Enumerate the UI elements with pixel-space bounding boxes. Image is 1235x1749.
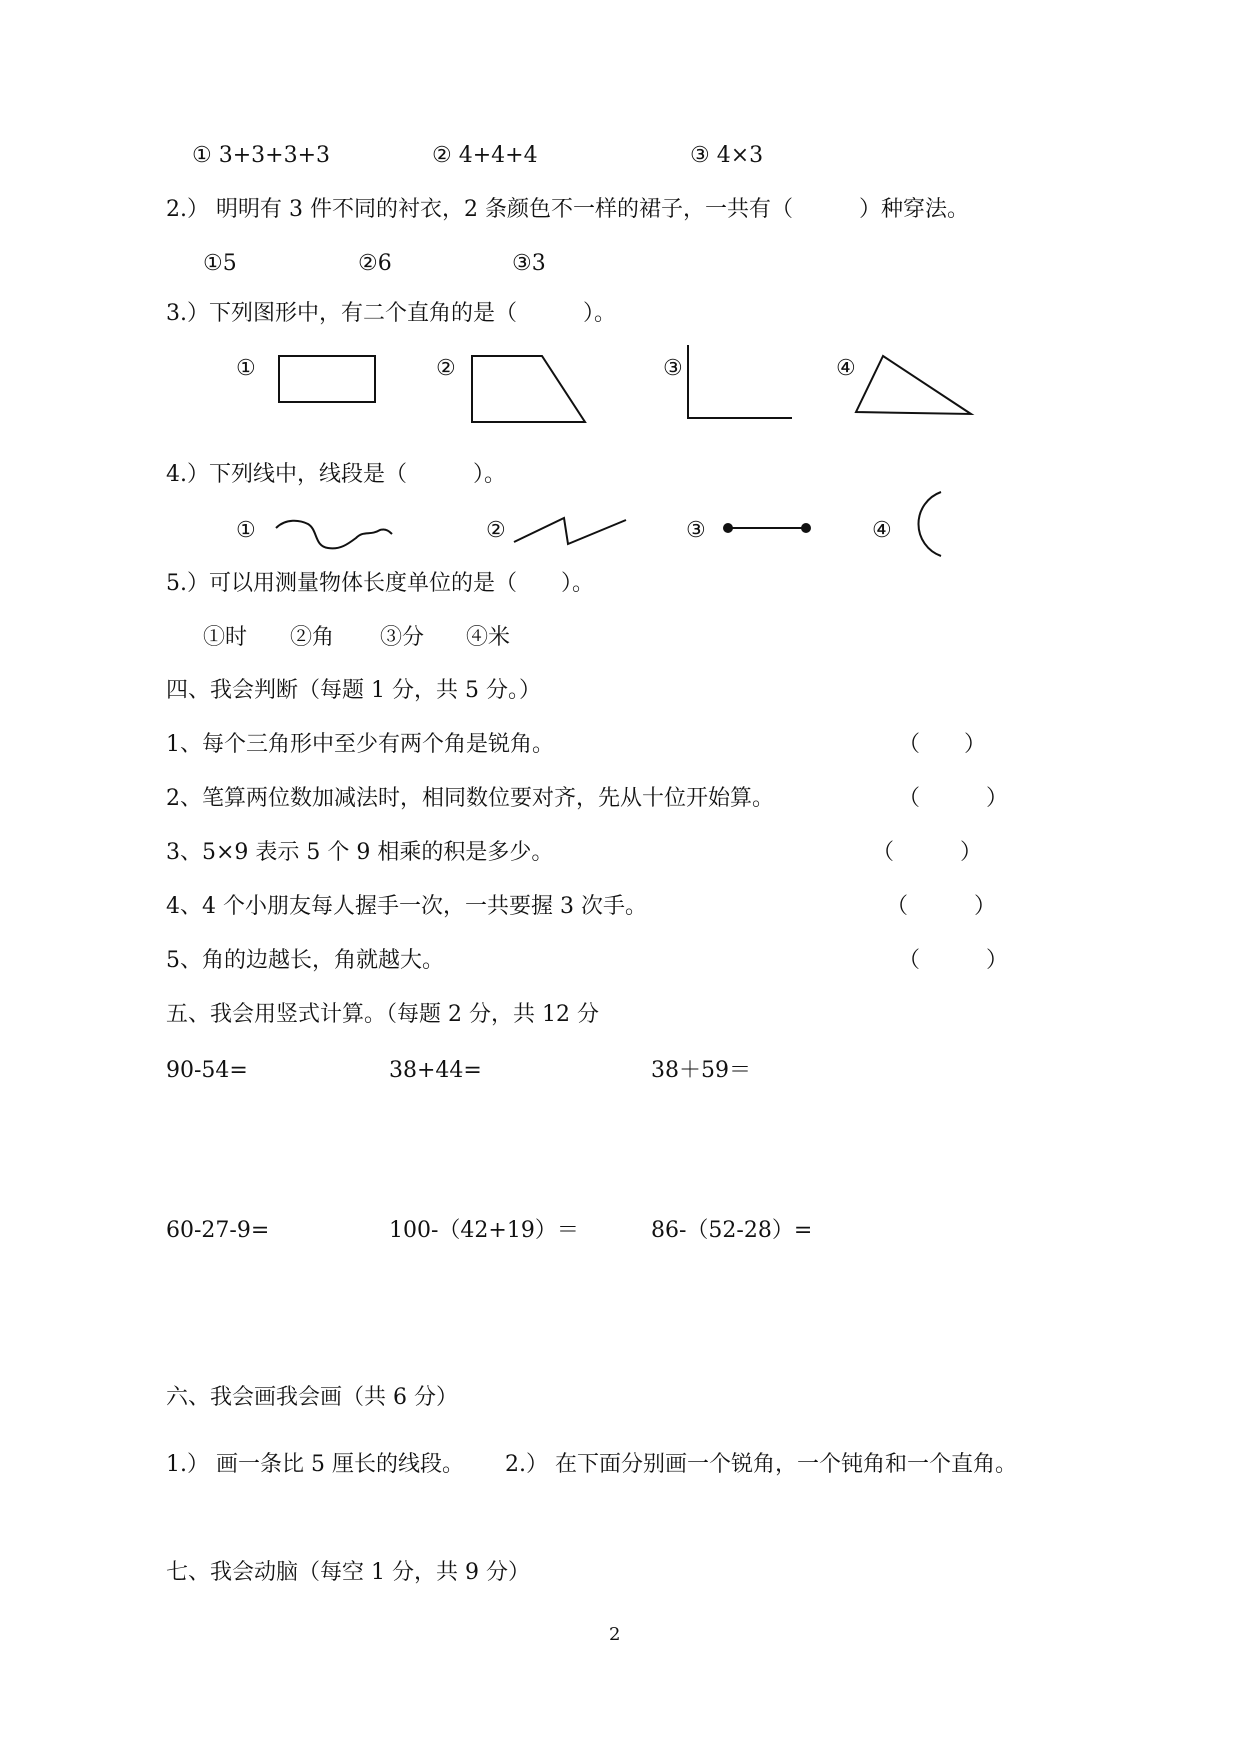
q3-label-2: ② — [436, 356, 456, 381]
judge-item-3: 3、5×9 表示 5 个 9 相乘的积是多少。 — [166, 840, 554, 865]
q3-label-3: ③ — [663, 356, 683, 381]
q4-prompt: 4.）下列线中，线段是（ ）。 — [166, 462, 506, 487]
judge-paren-3: （ ） — [872, 840, 983, 865]
section5-title: 五、我会用竖式计算。（每题 2 分，共 12 分 — [166, 1002, 599, 1027]
line-segment-figure — [720, 518, 820, 538]
q5-option-4: ④米 — [466, 625, 511, 650]
right-angle-figure — [685, 343, 795, 423]
judge-item-2: 2、笔算两位数加减法时，相同数位要对齐，先从十位开始算。 — [166, 786, 774, 811]
calc-4: 60-27-9= — [166, 1218, 270, 1243]
q2-prompt: 2.） 明明有 3 件不同的衬衣，2 条颜色不一样的裙子，一共有（ ）种穿法。 — [166, 197, 969, 222]
triangle-figure — [853, 352, 978, 422]
section7-title: 七、我会动脑（每空 1 分，共 9 分） — [166, 1560, 530, 1585]
q5-option-2: ②角 — [290, 625, 335, 650]
rectangle-figure — [278, 355, 378, 405]
calc-3: 38＋59＝ — [651, 1058, 751, 1083]
curve-line-figure — [272, 510, 397, 560]
judge-paren-2: （ ） — [898, 786, 1009, 811]
q4-label-2: ② — [486, 518, 506, 543]
judge-item-4: 4、4 个小朋友每人握手一次，一共要握 3 次手。 — [166, 894, 647, 919]
q5-option-3: ③分 — [380, 625, 425, 650]
draw-item-1: 1.） 画一条比 5 厘长的线段。 — [166, 1452, 464, 1477]
q1-option-2: ② 4+4+4 — [432, 143, 538, 168]
q4-label-1: ① — [236, 518, 256, 543]
q3-label-4: ④ — [836, 356, 856, 381]
judge-paren-4: （ ） — [886, 894, 997, 919]
q1-option-3: ③ 4×3 — [690, 143, 764, 168]
judge-item-5: 5、角的边越长，角就越大。 — [166, 948, 444, 973]
q5-option-1: ①时 — [203, 625, 248, 650]
q3-prompt: 3.）下列图形中，有二个直角的是（ ）。 — [166, 301, 616, 326]
calc-5: 100-（42+19）＝ — [389, 1218, 579, 1243]
calc-6: 86-（52-28）= — [651, 1218, 813, 1243]
q3-label-1: ① — [236, 356, 256, 381]
calc-1: 90-54= — [166, 1058, 248, 1083]
q2-option-1: ①5 — [203, 251, 237, 276]
q4-label-4: ④ — [872, 518, 892, 543]
q2-option-2: ②6 — [358, 251, 392, 276]
q4-label-3: ③ — [686, 518, 706, 543]
judge-paren-1: （ ） — [898, 732, 987, 757]
judge-item-1: 1、每个三角形中至少有两个角是锐角。 — [166, 732, 554, 757]
q5-prompt: 5.）可以用测量物体长度单位的是（ ）。 — [166, 571, 594, 596]
q1-option-1: ① 3+3+3+3 — [192, 143, 331, 168]
calc-2: 38+44= — [389, 1058, 482, 1083]
section4-title: 四、我会判断（每题 1 分，共 5 分。） — [166, 678, 541, 703]
arc-figure — [905, 490, 955, 560]
q2-option-3: ③3 — [512, 251, 546, 276]
judge-paren-5: （ ） — [898, 948, 1009, 973]
page-number: 2 — [609, 1624, 621, 1645]
trapezoid-figure — [470, 354, 590, 429]
draw-item-2: 2.） 在下面分别画一个锐角，一个钝角和一个直角。 — [505, 1452, 1017, 1477]
section6-title: 六、我会画我会画（共 6 分） — [166, 1385, 458, 1410]
zigzag-line-figure — [512, 514, 632, 554]
